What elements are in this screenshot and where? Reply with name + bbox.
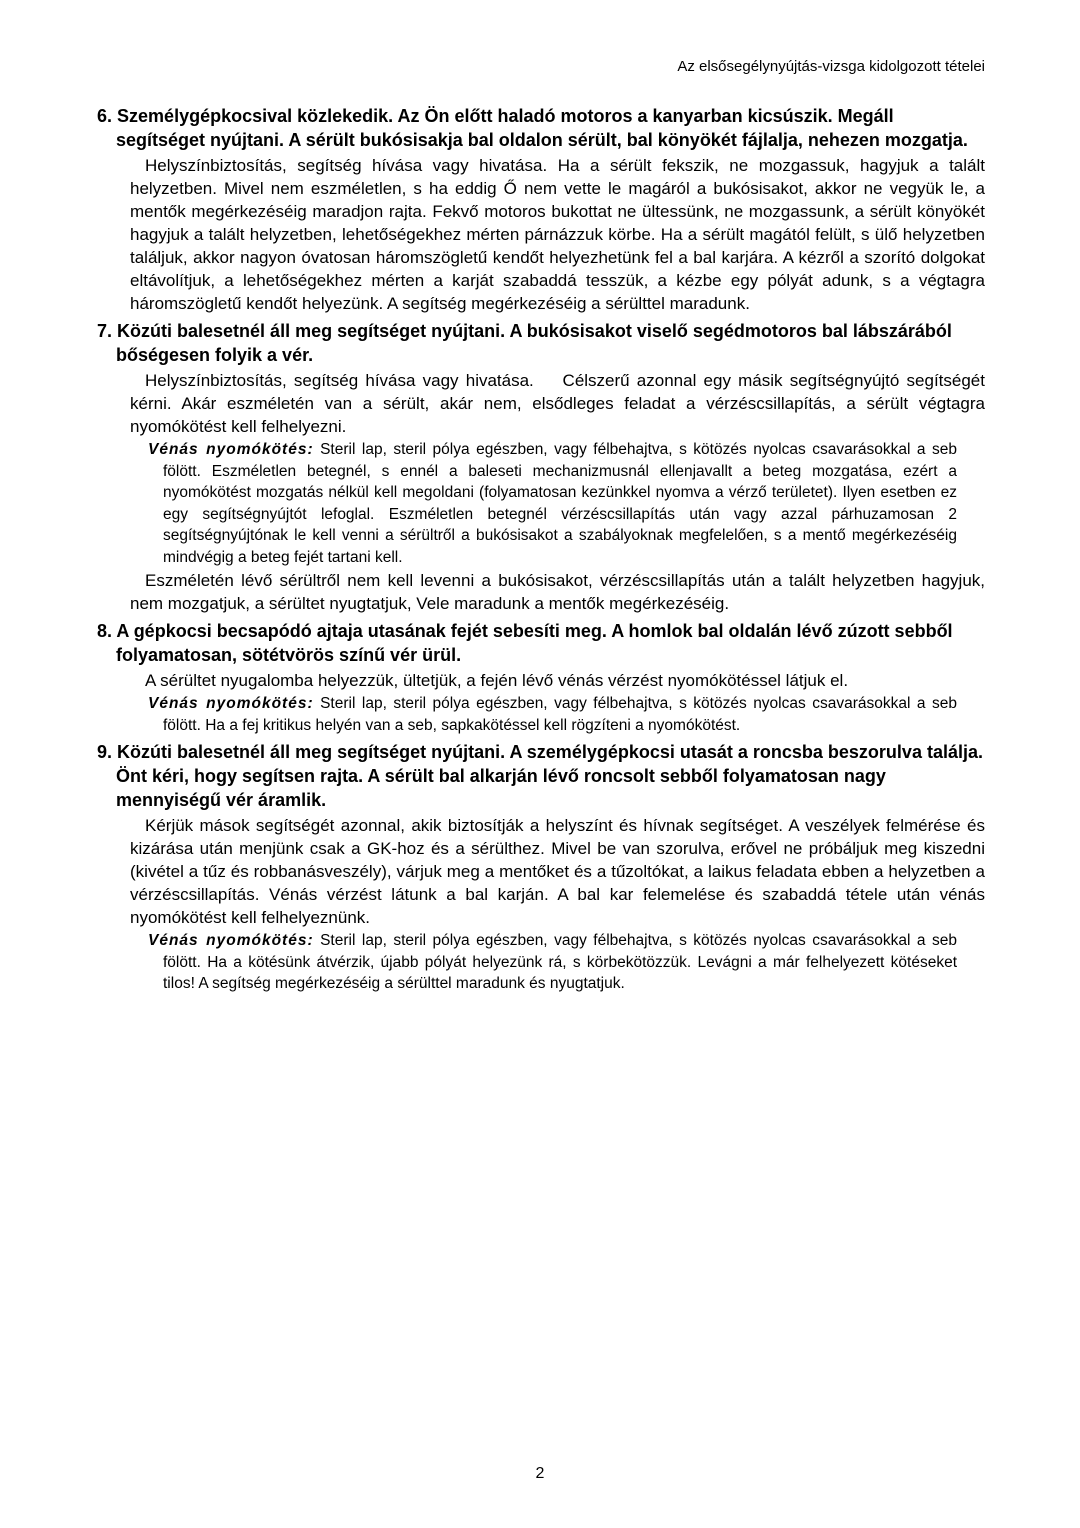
note-lead: Vénás nyomókötés:	[148, 932, 314, 949]
section-9-paragraph-1: Kérjük mások segítségét azonnal, akik biztosítják a helyszínt és hívnak segítséget. A veszélyek felmérése és kizárása után menjünk csak a GK-hoz és a sérülthez. Mivel be van szorulva, erővel ne próbáljuk meg kiszedni (kivétel a tűz és robbanásveszély), várjuk meg a mentőket és a tűzoltókat, a laikus feladata ebben a helyzetben a vérzéscsillapítás. Vénás vérzést látunk a bal karján. A bal kar felemelése és szabaddá tétele után vénás nyomókötést kell felhelyeznünk.	[130, 816, 985, 927]
note-lead: Vénás nyomókötés:	[148, 695, 314, 712]
section-9	[97, 740, 985, 995]
section-6	[97, 104, 985, 315]
section-9-heading-text: Közúti balesetnél áll meg segítséget nyújtani. A személygépkocsi utasát a roncsba beszorulva találja. Önt kéri, hogy segítsen rajta. A sérült bal alkarján lévő roncsolt sebből folyamatosan nagy mennyiségű vér áramlik.	[116, 742, 983, 810]
note-text: Steril lap, steril pólya egészben, vagy félbehajtva, s kötözés nyolcas csavarásokkal a seb fölött. Ha a kötésünk átvérzik, újabb pólyát helyezünk rá, s körbekötözzük. Levágni a már felhelyezett kötéseket tilos! A segítség megérkezéséig a sérülttel maradunk és nyugtatjuk.	[163, 932, 957, 992]
section-9-heading	[97, 740, 985, 812]
section-8-number: 8.	[97, 621, 113, 641]
section-9-note-venous-bandage	[148, 930, 957, 995]
note-lead: Vénás nyomókötés:	[148, 441, 314, 458]
note-text: Steril lap, steril pólya egészben, vagy félbehajtva, s kötözés nyolcas csavarásokkal a seb fölött. Eszméletlen betegnél, s ennél a baleseti mechanizmusnál ellenjavallt a beteg mozgatása, ezért a nyomókötést mozgatás nélkül kell megoldani (folyamatosan kezünkkel nyomva a vérző területet). Ilyen esetben ez egy segítségnyújtót lefoglal. Eszméletlen betegnél vérzéscsillapítás után vagy azzal párhuzamosan 2 segítségnyújtónak le kell venni a sérültről a bukósisakot a szabályoknak megfelelően, s a mentő megérkezéséig mindvégig a beteg fejét tartani kell.	[163, 441, 957, 566]
section-7-paragraph-1: Helyszínbiztosítás, segítség hívása vagy hivatása. Célszerű azonnal egy másik segítségnyújtó segítségét kérni. Akár eszméletén van a sérült, akár nem, elsődleges feladat a vérzéscsillapítás, a sérült végtagra nyomókötést kell felhelyezni.	[130, 371, 985, 436]
page-number: 2	[535, 1465, 545, 1482]
section-9-number: 9.	[97, 742, 113, 762]
note-text: Steril lap, steril pólya egészben, vagy félbehajtva, s kötözés nyolcas csavarásokkal a seb fölött. Ha a fej kritikus helyén van a seb, sapkakötéssel kell rögzíteni a nyomókötést.	[163, 695, 957, 734]
section-7	[97, 319, 985, 615]
section-7-heading	[97, 319, 985, 367]
section-8-heading-text: A gépkocsi becsapódó ajtaja utasának fejét sebesíti meg. A homlok bal oldalán lévő zúzott sebből folyamatosan, sötétvörös színű vér ürül.	[116, 621, 953, 665]
section-7-note-venous-bandage	[148, 439, 957, 568]
section-7-paragraph-3: Eszméletén lévő sérültről nem kell levenni a bukósisakot, vérzéscsillapítás után a talált helyzetben hagyjuk, nem mozgatjuk, a sérültet nyugtatjuk, Vele maradunk a mentők megérkezéséig.	[130, 571, 985, 613]
section-6-paragraph-1: Helyszínbiztosítás, segítség hívása vagy hivatása. Ha a sérült fekszik, ne mozgassuk, hagyjuk a talált helyzetben. Mivel nem eszméletlen, s ha eddig Ő nem vette le magáról a bukósisakot, akkor ne vegyük le, a mentők megérkezéséig maradjon rajta. Fekvő motoros bukottat ne ültessünk, ne mozgassunk, a sérült könyökét hagyjuk a talált helyzetben, lehetőségekhez mérten párnázzuk körbe. Ha a sérült magától felült, s ülő helyzetben találjuk, akkor nagyon óvatosan háromszögletű kendőt helyezhetünk fel a bal karjára. A kézről a szorító dolgokat eltávolítjuk, a lehetőségekhez mérten a karját szabaddá tesszük, a kézbe egy pólyát adunk, s a végtagra háromszögletű kendőt helyezünk. A segítség megérkezéséig a sérülttel maradunk.	[130, 156, 985, 313]
section-8-heading	[97, 619, 985, 667]
section-6-number: 6.	[97, 106, 113, 126]
section-6-heading	[97, 104, 985, 152]
running-header: Az elsősegélynyújtás-vizsga kidolgozott tételei	[677, 58, 985, 75]
section-6-heading-text: Személygépkocsival közlekedik. Az Ön előtt haladó motoros a kanyarban kicsúszik. Megáll segítséget nyújtani. A sérült bukósisakja bal oldalon sérült, bal könyökét fájlalja, nehezen mozgatja.	[116, 106, 968, 150]
section-8-note-venous-bandage	[148, 693, 957, 736]
section-7-number: 7.	[97, 321, 113, 341]
section-7-heading-text: Közúti balesetnél áll meg segítséget nyújtani. A bukósisakot viselő segédmotoros bal lábszárából bőségesen folyik a vér.	[116, 321, 952, 365]
section-8	[97, 619, 985, 736]
section-8-paragraph-1: A sérültet nyugalomba helyezzük, ültetjük, a fején lévő vénás vérzést nyomókötéssel látjuk el.	[145, 671, 849, 690]
